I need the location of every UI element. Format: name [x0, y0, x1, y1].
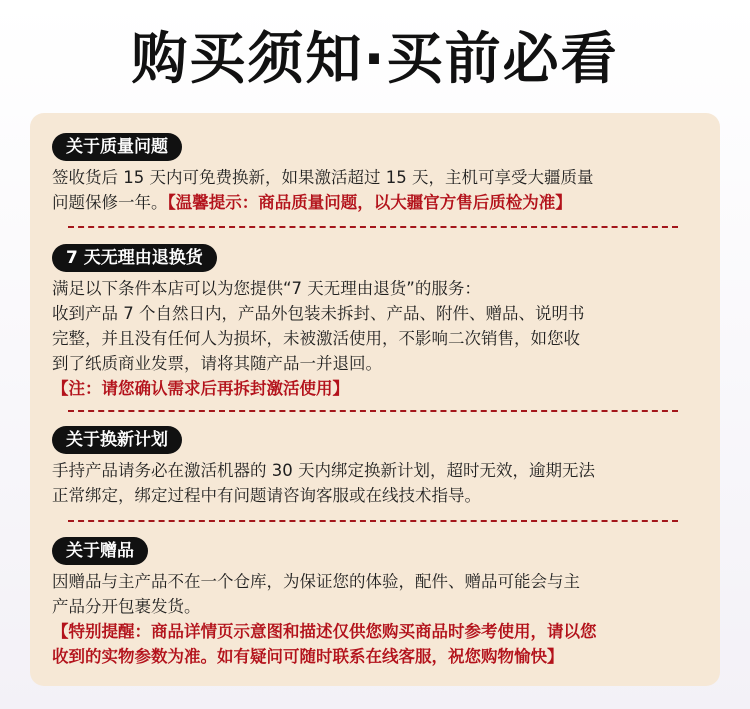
- special-reminder-note: 【特别提醒：商品详情页示意图和描述仅供您购买商品时参考使用，请以您: [52, 622, 597, 641]
- text-line: 手持产品请务必在激活机器的 30 天内绑定换新计划，超时无效，逾期无法: [52, 461, 595, 480]
- section-body-return: [52, 276, 692, 401]
- section-renewal: [52, 426, 692, 508]
- section-tag-gift: 关于赠品: [52, 537, 148, 565]
- section-divider: [68, 226, 678, 228]
- text-line: 满足以下条件本店可以为您提供“7 天无理由退货”的服务：: [52, 279, 481, 298]
- warm-tip-note: 【温馨提示：商品质量问题，以大疆官方售后质检为准】: [167, 193, 572, 212]
- text-line: 问题保修一年。【温馨提示：商品质量问题，以大疆官方售后质检为准】: [52, 193, 572, 212]
- text-line: 完整，并且没有任何人为损坏，未被激活使用，不影响二次销售，如您收: [52, 329, 580, 348]
- return-note: 【注：请您确认需求后再拆封激活使用】: [52, 379, 349, 398]
- section-body-quality: [52, 165, 692, 215]
- section-quality: [52, 133, 692, 215]
- section-return: [52, 244, 692, 401]
- page-title: 购买须知·买前必看: [131, 27, 619, 92]
- section-tag-return: 7 天无理由退换货: [52, 244, 217, 272]
- section-body-gift: [52, 569, 692, 669]
- text-line: 到了纸质商业发票，请将其随产品一并退回。: [52, 354, 382, 373]
- section-divider: [68, 520, 678, 522]
- section-gift: [52, 537, 692, 669]
- special-reminder-note: 收到的实物参数为准。如有疑问可随时联系在线客服，祝您购物愉快】: [52, 647, 564, 666]
- section-tag-renewal: 关于换新计划: [52, 426, 182, 454]
- text-line: 因赠品与主产品不在一个仓库，为保证您的体验，配件、赠品可能会与主: [52, 572, 580, 591]
- section-tag-quality: 关于质量问题: [52, 133, 182, 161]
- text-line: 签收货后 15 天内可免费换新，如果激活超过 15 天，主机可享受大疆质量: [52, 168, 594, 187]
- text-line: 正常绑定，绑定过程中有问题请咨询客服或在线技术指导。: [52, 486, 481, 505]
- section-divider: [68, 410, 678, 412]
- text-line: 收到产品 7 个自然日内，产品外包装未拆封、产品、附件、赠品、说明书: [52, 304, 585, 323]
- text-line: 产品分开包裹发货。: [52, 597, 201, 616]
- section-body-renewal: [52, 458, 692, 508]
